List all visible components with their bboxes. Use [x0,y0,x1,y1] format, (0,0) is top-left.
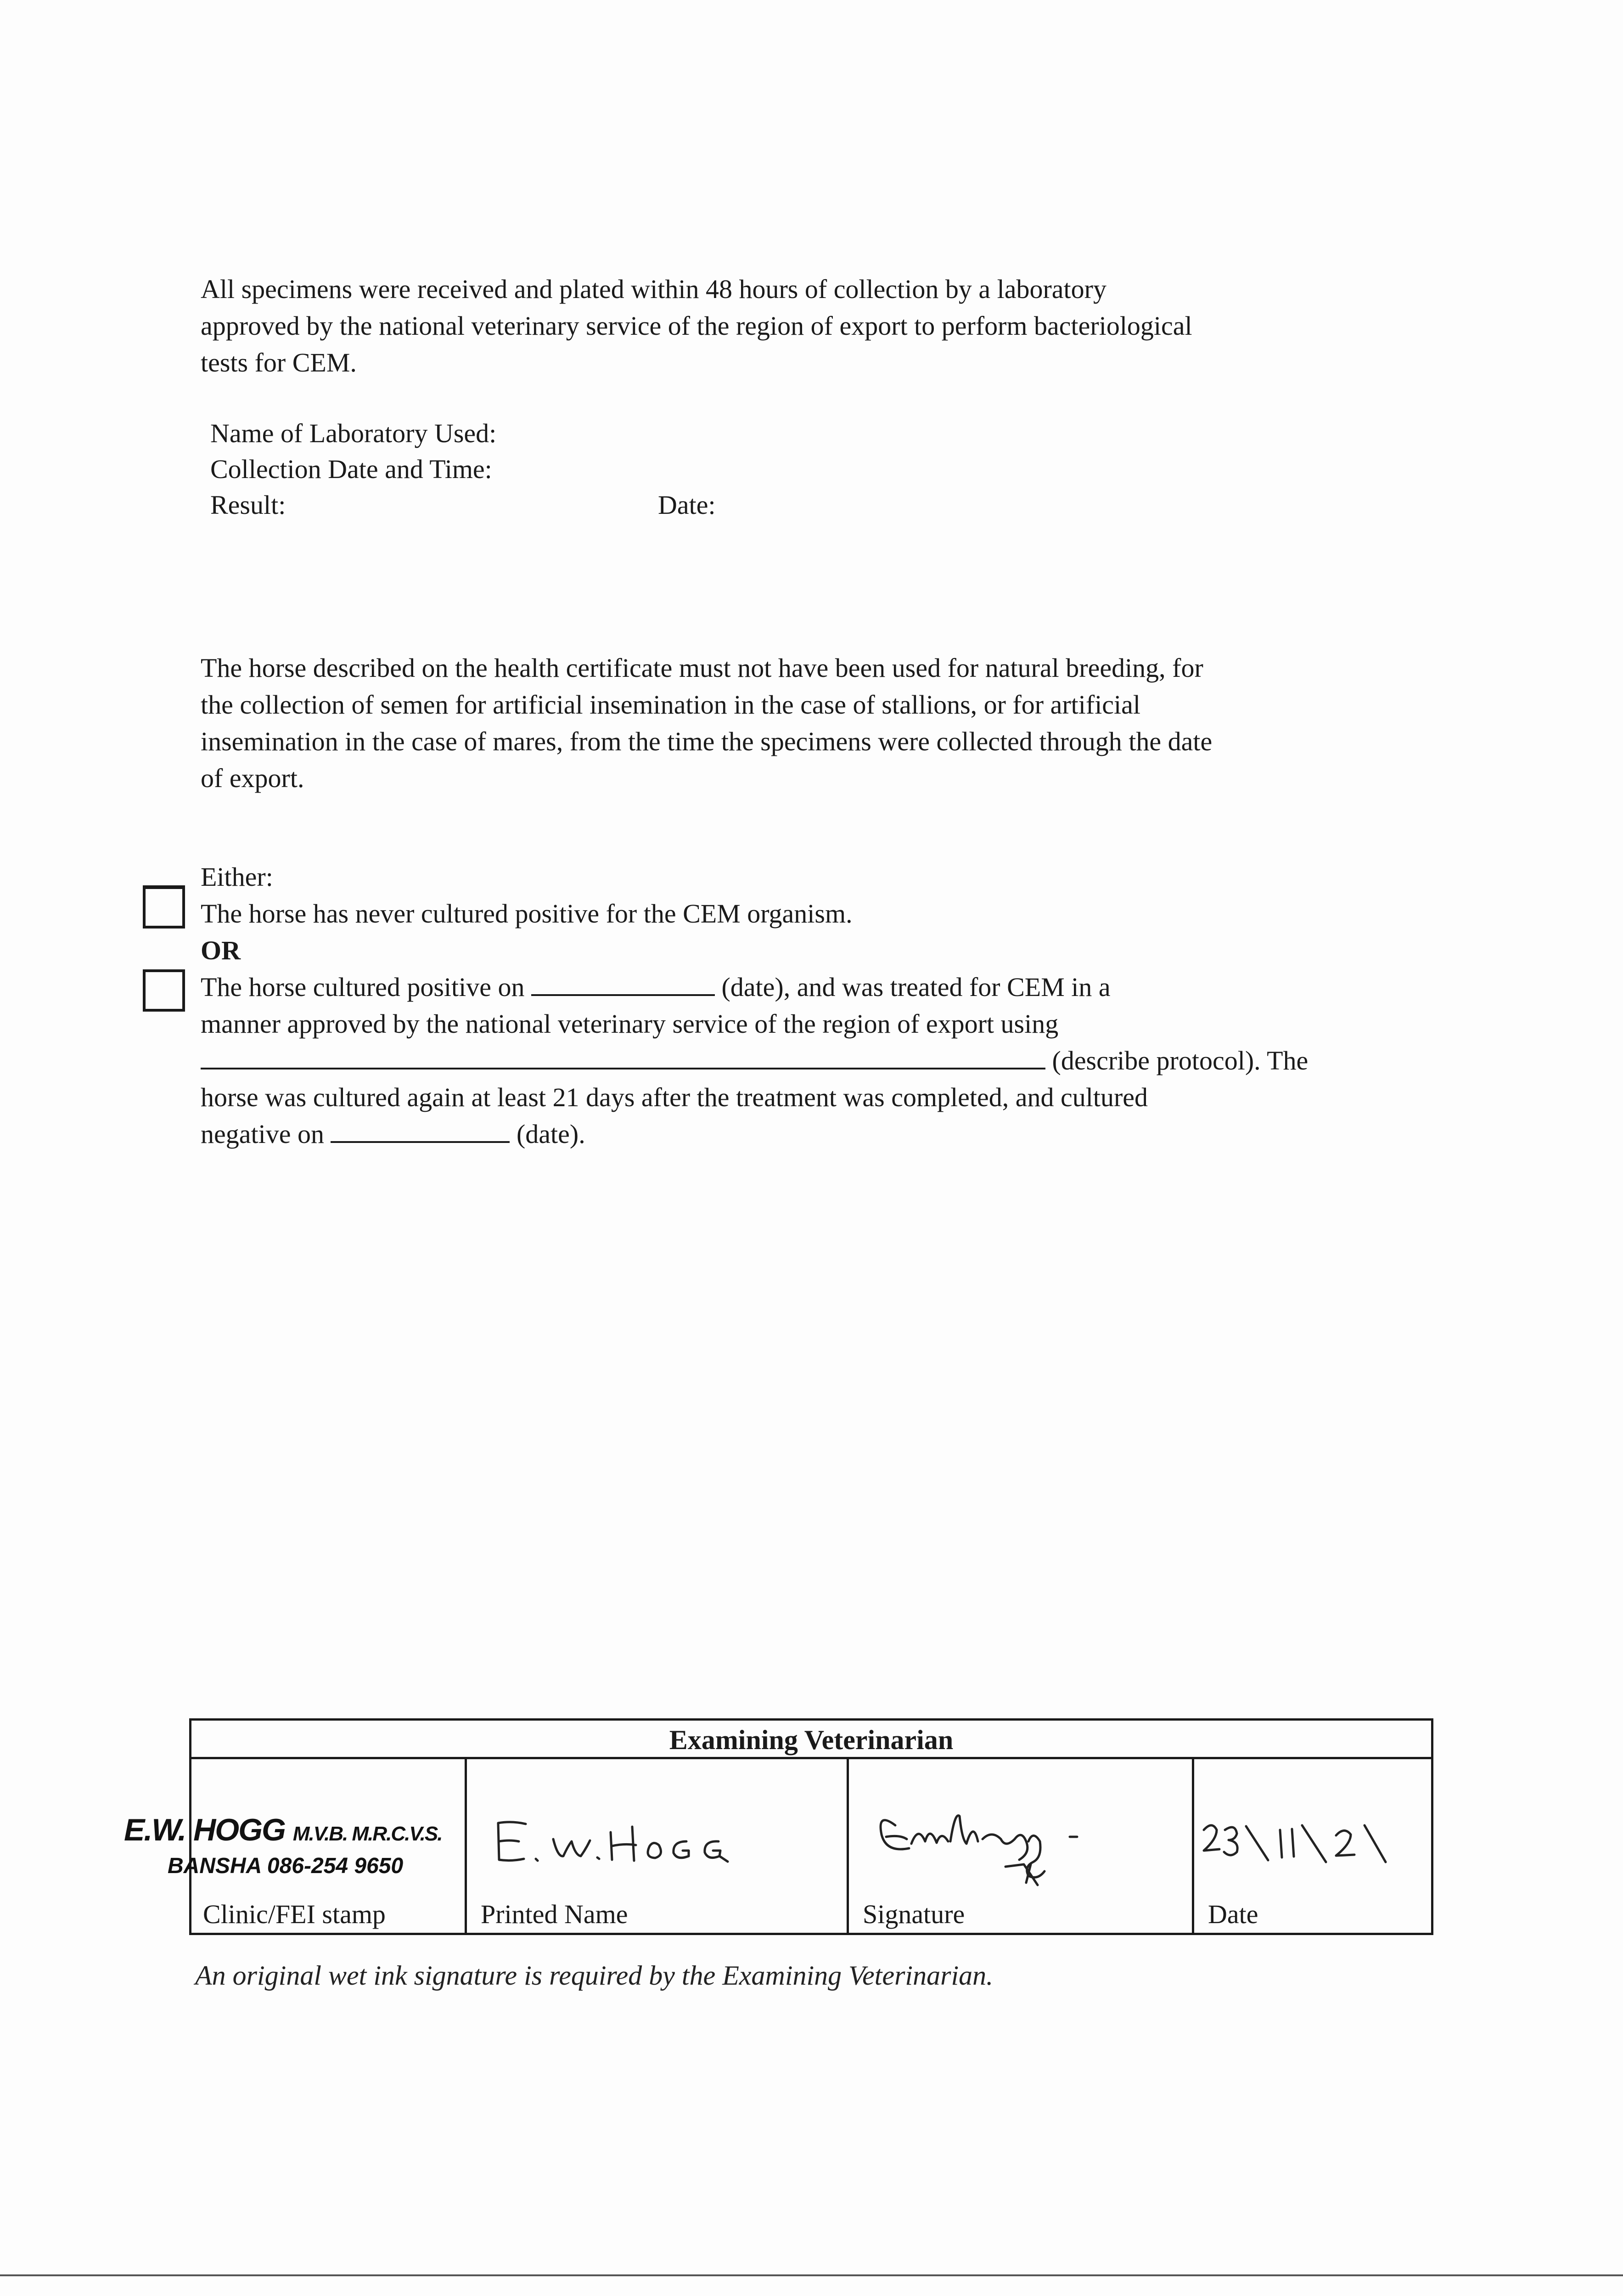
stamp-vet-name: E.W. HOGG [124,1812,285,1847]
option-cultured-positive-line3 [201,1042,1394,1079]
breeding-paragraph [201,650,1394,797]
result-field[interactable] [210,487,1037,523]
signature-label: Signature [863,1899,965,1929]
paragraph-line: of export. [201,763,304,793]
option-text: negative on [201,1119,324,1149]
result-label: Result: [210,490,286,520]
date-label: Date [1208,1899,1258,1929]
specimens-paragraph [201,271,1394,381]
positive-date-blank[interactable] [531,970,715,996]
laboratory-name-field[interactable] [210,416,1037,451]
option-text: The horse cultured positive on [201,972,525,1002]
protocol-blank[interactable] [201,1044,1045,1069]
paragraph-line: approved by the national veterinary service of the region of export to perform bacteriological [201,311,1192,341]
paragraph-line: All specimens were received and plated within 48 hours of collection by a laboratory [201,274,1106,304]
handwritten-signature [868,1798,1125,1903]
option-cultured-positive-line1 [201,969,1394,1006]
handwritten-date [1198,1816,1396,1876]
option-text: (describe protocol). The [1052,1046,1309,1075]
paragraph-line: insemination in the case of mares, from the time the specimens were collected through the date [201,726,1213,756]
stamp-address-phone: BANSHA 086-254 9650 [168,1854,404,1878]
never-positive-checkbox[interactable] [143,886,185,929]
option-never-positive-text: The horse has never cultured positive for the CEM organism. [201,899,853,929]
negative-date-blank[interactable] [331,1117,510,1143]
option-cultured-positive-line4: horse was cultured again at least 21 days after the treatment was completed, and cultured [201,1082,1148,1112]
table-heading: Examining Veterinarian [191,1721,1431,1759]
clinic-stamp [124,1812,455,1880]
option-text: (date). [516,1119,585,1149]
stamp-label: Clinic/FEI stamp [203,1899,386,1929]
collection-date-label: Collection Date and Time: [210,454,492,484]
stamp-line-1 [124,1812,455,1852]
handwritten-printed-name [484,1814,741,1883]
wet-ink-footnote: An original wet ink signature is required by the Examining Veterinarian. [195,1960,994,1991]
stamp-qualifications: M.V.B. M.R.C.V.S. [292,1823,442,1845]
page-bottom-rule [0,2274,1623,2276]
or-label: OR [201,935,241,965]
paragraph-line: tests for CEM. [201,348,357,377]
cultured-positive-checkbox[interactable] [143,969,185,1012]
option-cultured-positive-line2: manner approved by the national veterinary service of the region of export using [201,1009,1059,1039]
option-text: (date), and was treated for CEM in a [721,972,1111,1002]
culture-options [201,859,1394,1153]
laboratory-name-label: Name of Laboratory Used: [210,418,497,448]
collection-date-field[interactable] [210,451,1037,487]
option-cultured-positive-line5 [201,1116,1394,1153]
paragraph-line: The horse described on the health certificate must not have been used for natural breeding, for [201,653,1203,683]
either-label: Either: [201,862,273,892]
printed-name-label: Printed Name [481,1899,628,1929]
paragraph-line: the collection of semen for artificial insemination in the case of stallions, or for artificial [201,690,1141,720]
laboratory-fields [210,416,1037,523]
result-date-label: Date: [658,490,716,520]
